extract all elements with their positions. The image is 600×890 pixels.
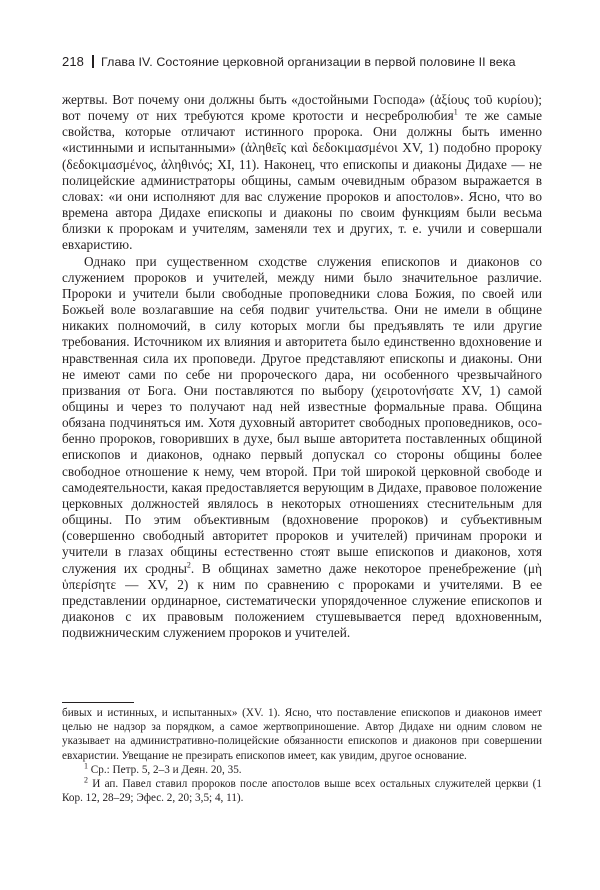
paragraph-1-text-b: те же самые свойства, которые отличают истинного пророка. Они должны быть именно «истинными и испытанными» (ἀληθεῖς καὶ δεδοκιμασμένοι XV, 1) подобно пророку (δεδοκιμασμένος, ἀληθινός; XI, 11). Наконец, что епископы и диаконы Дидахе — не полицейские администраторы общины, самым очевидным образом выражается в словах: «и они исполняют для вас служение пророков и апостолов». Ясно, что во времена автора Дидахе епископы и диаконы по своим функциям были весьма близки к пророкам и учителям, заменяли тех и других, т. е. учили и совершали евхаристию. <box>62 108 542 253</box>
footnote-2 <box>62 777 542 805</box>
footnote-1-text: Ср.: Петр. 5, 2–3 и Деян. 20, 35. <box>88 763 242 776</box>
footnote-1 <box>62 763 542 777</box>
paragraph-1 <box>62 92 542 254</box>
page-number: 218 <box>62 54 84 69</box>
footnote-ref-1: 1 <box>453 107 458 117</box>
footnote-2-text: И ап. Павел ставил пророков после апостолов выше всех остальных служителей церкви (1 Кор. 12, 28–29; Эфес. 2, 20; 3,5; 4, 11). <box>62 778 542 805</box>
header-separator <box>92 55 94 68</box>
paragraph-1-text-a: жертвы. Вот почему они должны быть «достойными Господа» (ἀξίους τοῦ κυρίου); вот почему от них требуются кроме кротости и несребролюбия <box>62 92 542 124</box>
running-header <box>62 54 542 69</box>
paragraph-2-text-b: . В общинах заметно даже некоторое пренебрежение (μὴ ὑπερίσητε — XV, 2) к ним по сравнению с пророками и учителями. В ее представлении ординарное, систематически упорядоченное служение епископов и диаконов с их правовым положением стушевывается перед вдохновенным, подвижническим служением пророков и учителей. <box>62 560 542 641</box>
main-text <box>62 92 542 641</box>
footnote-rule <box>62 702 134 703</box>
paragraph-2-text-a: Однако при существенном сходстве служения епископов и диаконов со служением пророков и учителей, между ними было значительное различие. Пророки и учители были свободные проповедники слова Божия, по своей или Божьей воле возлагавшие на себя подвиг учительства. Они не имели в общине никаких полномочий, в силу которых могли бы предъявлять те или другие требования. Источником их влияния и авторитета было единственно вдохновение и нравственная сила их проповеди. Другое представляют епископы и диаконы. Они не имеют сами по себе ни пророческого дара, ни особенного чрезвычайного призвания от Бога. Они поставляются по выбору (χειροτονήσατε XV, 1) самой общины и через то получают над ней известные формальные права. Община обязана подчиняться им. Хотя духовный авторитет свободных проповедников, особенно пророков, говоривших в духе, был выше авторитета поставленных общиной епископов и диаконов, однако первый допускал со стороны общины более свободное отношение к нему, чем второй. При той широкой церковной свободе и самодеятельности, какая предоставляется верующим в Дидахе, правовое положение церковных должностей являлось в некоторых отношениях стеснительным для общины. По этим объективным (вдохновение пророков) и субъективным (совершенно свободный авторитет пророков и учителей) причинам пророки и учители в глазах общины естественно стоят выше епископов и диаконов, хотя служения их сродны <box>62 253 542 576</box>
footnote-1-mark: 1 <box>84 761 88 771</box>
footnote-2-mark: 2 <box>84 775 88 785</box>
paragraph-2 <box>62 254 542 642</box>
footnote-ref-2: 2 <box>186 560 191 570</box>
footnotes <box>62 706 542 805</box>
running-title: Глава IV. Состояние церковной организации в первой половине II века <box>101 55 516 69</box>
footnote-continuation: бивых и истинных, и испытанных» (XV. 1). Ясно, что поставление епископов и диаконов имеет целью не надзор за порядком, а самое жертвоприношение. Автор Дидахе ни одним словом не указывает на административно-полицейские обязанности епископов и диаконов при совершении евхаристии. Увещание не презирать епископов имеет, как увидим, другое основание. <box>62 707 542 762</box>
